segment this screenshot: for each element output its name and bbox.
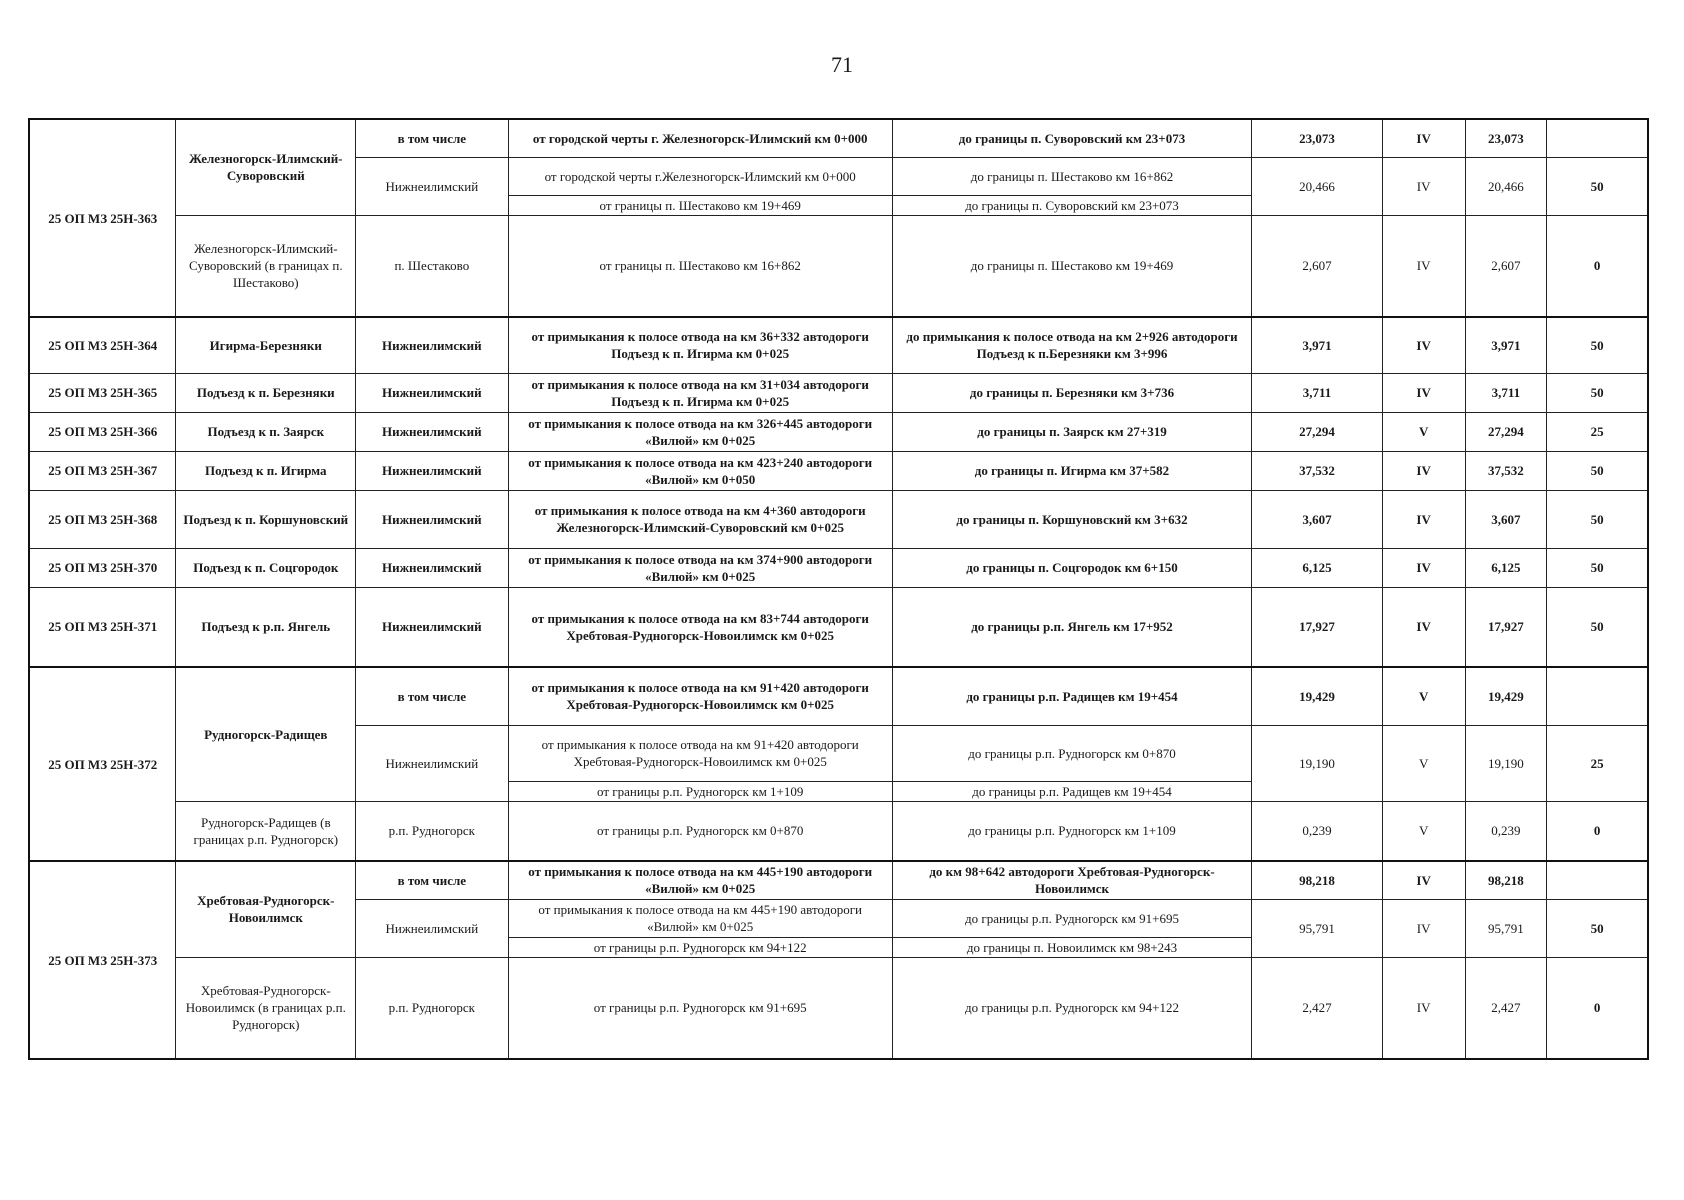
road-length: 0,239 <box>1252 801 1383 861</box>
table-row <box>29 667 1648 725</box>
road-name: Подъезд к п. Соцгородок <box>176 548 356 587</box>
road-value: 50 <box>1547 317 1648 373</box>
page-number: 71 <box>831 52 853 77</box>
road-code: 25 ОП МЗ 25Н-373 <box>29 861 176 1059</box>
road-length: 19,190 <box>1252 725 1383 801</box>
road-from: от примыкания к полосе отвода на км 91+420 автодороги Хребтовая-Рудногорск-Новоилимск км 0+025 <box>508 725 892 781</box>
road-length-2: 3,607 <box>1465 490 1547 548</box>
road-name: Подъезд к п. Березняки <box>176 373 356 412</box>
road-to: до границы п. Суворовский км 23+073 <box>892 119 1251 157</box>
district: Нижнеилимский <box>356 412 508 451</box>
road-from: от примыкания к полосе отвода на км 374+900 автодороги «Вилюй» км 0+025 <box>508 548 892 587</box>
road-from: от границы п. Шестаково км 19+469 <box>508 195 892 215</box>
roads-table <box>28 118 1649 1060</box>
road-length: 20,466 <box>1252 157 1383 215</box>
road-from: от примыкания к полосе отвода на км 4+360 автодороги Железногорск-Илимский-Суворовский км 0+025 <box>508 490 892 548</box>
road-value: 0 <box>1547 215 1648 317</box>
road-from: от городской черты г. Железногорск-Илимский км 0+000 <box>508 119 892 157</box>
road-length-2: 0,239 <box>1465 801 1547 861</box>
incl-label: в том числе <box>356 119 508 157</box>
road-to: до границы п. Игирма км 37+582 <box>892 451 1251 490</box>
road-category: IV <box>1382 957 1465 1059</box>
road-length: 17,927 <box>1252 587 1383 667</box>
road-to: до границы р.п. Рудногорск км 91+695 <box>892 899 1251 937</box>
road-category: IV <box>1382 317 1465 373</box>
incl-label: в том числе <box>356 861 508 899</box>
road-to: до границы р.п. Рудногорск км 1+109 <box>892 801 1251 861</box>
road-length-2: 23,073 <box>1465 119 1547 157</box>
road-length-2: 95,791 <box>1465 899 1547 957</box>
road-value-empty <box>1547 119 1648 157</box>
road-length: 3,711 <box>1252 373 1383 412</box>
settlement: р.п. Рудногорск <box>356 957 508 1059</box>
road-length-2: 37,532 <box>1465 451 1547 490</box>
road-code: 25 ОП МЗ 25Н-367 <box>29 451 176 490</box>
road-category: IV <box>1382 215 1465 317</box>
road-length: 2,607 <box>1252 215 1383 317</box>
road-code: 25 ОП МЗ 25Н-363 <box>29 119 176 317</box>
road-category: V <box>1382 801 1465 861</box>
road-length: 3,607 <box>1252 490 1383 548</box>
road-code: 25 ОП МЗ 25Н-370 <box>29 548 176 587</box>
settlement-road-name: Рудногорск-Радищев (в границах р.п. Рудногорск) <box>176 801 356 861</box>
district: Нижнеилимский <box>356 451 508 490</box>
district: Нижнеилимский <box>356 317 508 373</box>
road-name: Подъезд к п. Коршуновский <box>176 490 356 548</box>
road-to: до границы р.п. Рудногорск км 94+122 <box>892 957 1251 1059</box>
road-code: 25 ОП МЗ 25Н-365 <box>29 373 176 412</box>
settlement-road-name: Железногорск-Илимский-Суворовский (в границах п. Шестаково) <box>176 215 356 317</box>
road-length: 3,971 <box>1252 317 1383 373</box>
road-from: от границы р.п. Рудногорск км 1+109 <box>508 781 892 801</box>
table-row <box>29 412 1648 451</box>
settlement-road-name: Хребтовая-Рудногорск-Новоилимск (в границах р.п. Рудногорск) <box>176 957 356 1059</box>
road-to: до границы р.п. Рудногорск км 0+870 <box>892 725 1251 781</box>
road-value-empty <box>1547 667 1648 725</box>
road-length-2: 98,218 <box>1465 861 1547 899</box>
road-from: от границы р.п. Рудногорск км 91+695 <box>508 957 892 1059</box>
road-length: 2,427 <box>1252 957 1383 1059</box>
road-value: 50 <box>1547 451 1648 490</box>
district: Нижнеилимский <box>356 373 508 412</box>
road-to: до примыкания к полосе отвода на км 2+926 автодороги Подъезд к п.Березняки км 3+996 <box>892 317 1251 373</box>
road-to: до границы п. Шестаково км 16+862 <box>892 157 1251 195</box>
road-length: 37,532 <box>1252 451 1383 490</box>
road-category: IV <box>1382 899 1465 957</box>
table-row <box>29 957 1648 1059</box>
road-code: 25 ОП МЗ 25Н-366 <box>29 412 176 451</box>
road-code: 25 ОП МЗ 25Н-364 <box>29 317 176 373</box>
road-to: до границы р.п. Янгель км 17+952 <box>892 587 1251 667</box>
settlement: п. Шестаково <box>356 215 508 317</box>
road-category: IV <box>1382 373 1465 412</box>
table-row <box>29 451 1648 490</box>
table-row <box>29 548 1648 587</box>
road-from: от примыкания к полосе отвода на км 36+332 автодороги Подъезд к п. Игирма км 0+025 <box>508 317 892 373</box>
road-length-2: 6,125 <box>1465 548 1547 587</box>
district: Нижнеилимский <box>356 725 508 801</box>
road-to: до границы п. Суворовский км 23+073 <box>892 195 1251 215</box>
road-length: 19,429 <box>1252 667 1383 725</box>
road-length-2: 3,971 <box>1465 317 1547 373</box>
road-name: Хребтовая-Рудногорск-Новоилимск <box>176 861 356 957</box>
road-to: до границы п. Соцгородок км 6+150 <box>892 548 1251 587</box>
settlement: р.п. Рудногорск <box>356 801 508 861</box>
road-length: 98,218 <box>1252 861 1383 899</box>
road-value: 50 <box>1547 490 1648 548</box>
road-to: до границы п. Шестаково км 19+469 <box>892 215 1251 317</box>
road-value: 50 <box>1547 899 1648 957</box>
road-from: от примыкания к полосе отвода на км 31+034 автодороги Подъезд к п. Игирма км 0+025 <box>508 373 892 412</box>
road-name: Игирма-Березняки <box>176 317 356 373</box>
road-name: Рудногорск-Радищев <box>176 667 356 801</box>
road-length-2: 19,429 <box>1465 667 1547 725</box>
road-code: 25 ОП МЗ 25Н-371 <box>29 587 176 667</box>
table-row <box>29 215 1648 317</box>
road-from: от примыкания к полосе отвода на км 91+420 автодороги Хребтовая-Рудногорск-Новоилимск км 0+025 <box>508 667 892 725</box>
road-category: IV <box>1382 548 1465 587</box>
road-value-empty <box>1547 861 1648 899</box>
road-length: 23,073 <box>1252 119 1383 157</box>
district: Нижнеилимский <box>356 587 508 667</box>
road-from: от границы р.п. Рудногорск км 94+122 <box>508 937 892 957</box>
road-length-2: 19,190 <box>1465 725 1547 801</box>
road-from: от примыкания к полосе отвода на км 445+190 автодороги «Вилюй» км 0+025 <box>508 861 892 899</box>
district: Нижнеилимский <box>356 548 508 587</box>
road-value: 50 <box>1547 373 1648 412</box>
road-length-2: 3,711 <box>1465 373 1547 412</box>
road-category: V <box>1382 725 1465 801</box>
road-to: до границы р.п. Радищев км 19+454 <box>892 667 1251 725</box>
road-length-2: 2,607 <box>1465 215 1547 317</box>
road-from: от границы р.п. Рудногорск км 0+870 <box>508 801 892 861</box>
road-from: от примыкания к полосе отвода на км 423+240 автодороги «Вилюй» км 0+050 <box>508 451 892 490</box>
road-from: от примыкания к полосе отвода на км 83+744 автодороги Хребтовая-Рудногорск-Новоилимск км 0+025 <box>508 587 892 667</box>
road-from: от примыкания к полосе отвода на км 445+190 автодороги «Вилюй» км 0+025 <box>508 899 892 937</box>
road-value: 50 <box>1547 587 1648 667</box>
road-value: 50 <box>1547 157 1648 215</box>
road-length-2: 17,927 <box>1465 587 1547 667</box>
road-to: до границы п. Заярск км 27+319 <box>892 412 1251 451</box>
road-length-2: 27,294 <box>1465 412 1547 451</box>
road-length-2: 2,427 <box>1465 957 1547 1059</box>
road-category: IV <box>1382 587 1465 667</box>
table-row <box>29 373 1648 412</box>
road-category: IV <box>1382 490 1465 548</box>
road-value: 25 <box>1547 412 1648 451</box>
road-from: от границы п. Шестаково км 16+862 <box>508 215 892 317</box>
road-category: IV <box>1382 861 1465 899</box>
road-to: до границы п. Березняки км 3+736 <box>892 373 1251 412</box>
road-code: 25 ОП МЗ 25Н-368 <box>29 490 176 548</box>
road-name: Подъезд к п. Заярск <box>176 412 356 451</box>
road-name: Подъезд к п. Игирма <box>176 451 356 490</box>
road-to: до границы п. Коршуновский км 3+632 <box>892 490 1251 548</box>
road-category: V <box>1382 667 1465 725</box>
incl-label: в том числе <box>356 667 508 725</box>
road-length: 27,294 <box>1252 412 1383 451</box>
road-value: 0 <box>1547 801 1648 861</box>
road-from: от примыкания к полосе отвода на км 326+445 автодороги «Вилюй» км 0+025 <box>508 412 892 451</box>
road-category: IV <box>1382 451 1465 490</box>
district: Нижнеилимский <box>356 490 508 548</box>
road-to: до км 98+642 автодороги Хребтовая-Рудногорск-Новоилимск <box>892 861 1251 899</box>
road-name: Железногорск-Илимский-Суворовский <box>176 119 356 215</box>
road-length: 6,125 <box>1252 548 1383 587</box>
road-value: 50 <box>1547 548 1648 587</box>
district: Нижнеилимский <box>356 157 508 215</box>
table-row <box>29 587 1648 667</box>
table-row <box>29 119 1648 157</box>
table-row <box>29 801 1648 861</box>
road-to: до границы п. Новоилимск км 98+243 <box>892 937 1251 957</box>
road-to: до границы р.п. Радищев км 19+454 <box>892 781 1251 801</box>
district: Нижнеилимский <box>356 899 508 957</box>
road-category: V <box>1382 412 1465 451</box>
road-from: от городской черты г.Железногорск-Илимский км 0+000 <box>508 157 892 195</box>
road-value: 0 <box>1547 957 1648 1059</box>
table-row <box>29 861 1648 899</box>
table-row <box>29 317 1648 373</box>
road-category: IV <box>1382 119 1465 157</box>
table-row <box>29 490 1648 548</box>
road-length-2: 20,466 <box>1465 157 1547 215</box>
road-code: 25 ОП МЗ 25Н-372 <box>29 667 176 861</box>
road-value: 25 <box>1547 725 1648 801</box>
road-length: 95,791 <box>1252 899 1383 957</box>
road-category: IV <box>1382 157 1465 215</box>
road-name: Подъезд к р.п. Янгель <box>176 587 356 667</box>
